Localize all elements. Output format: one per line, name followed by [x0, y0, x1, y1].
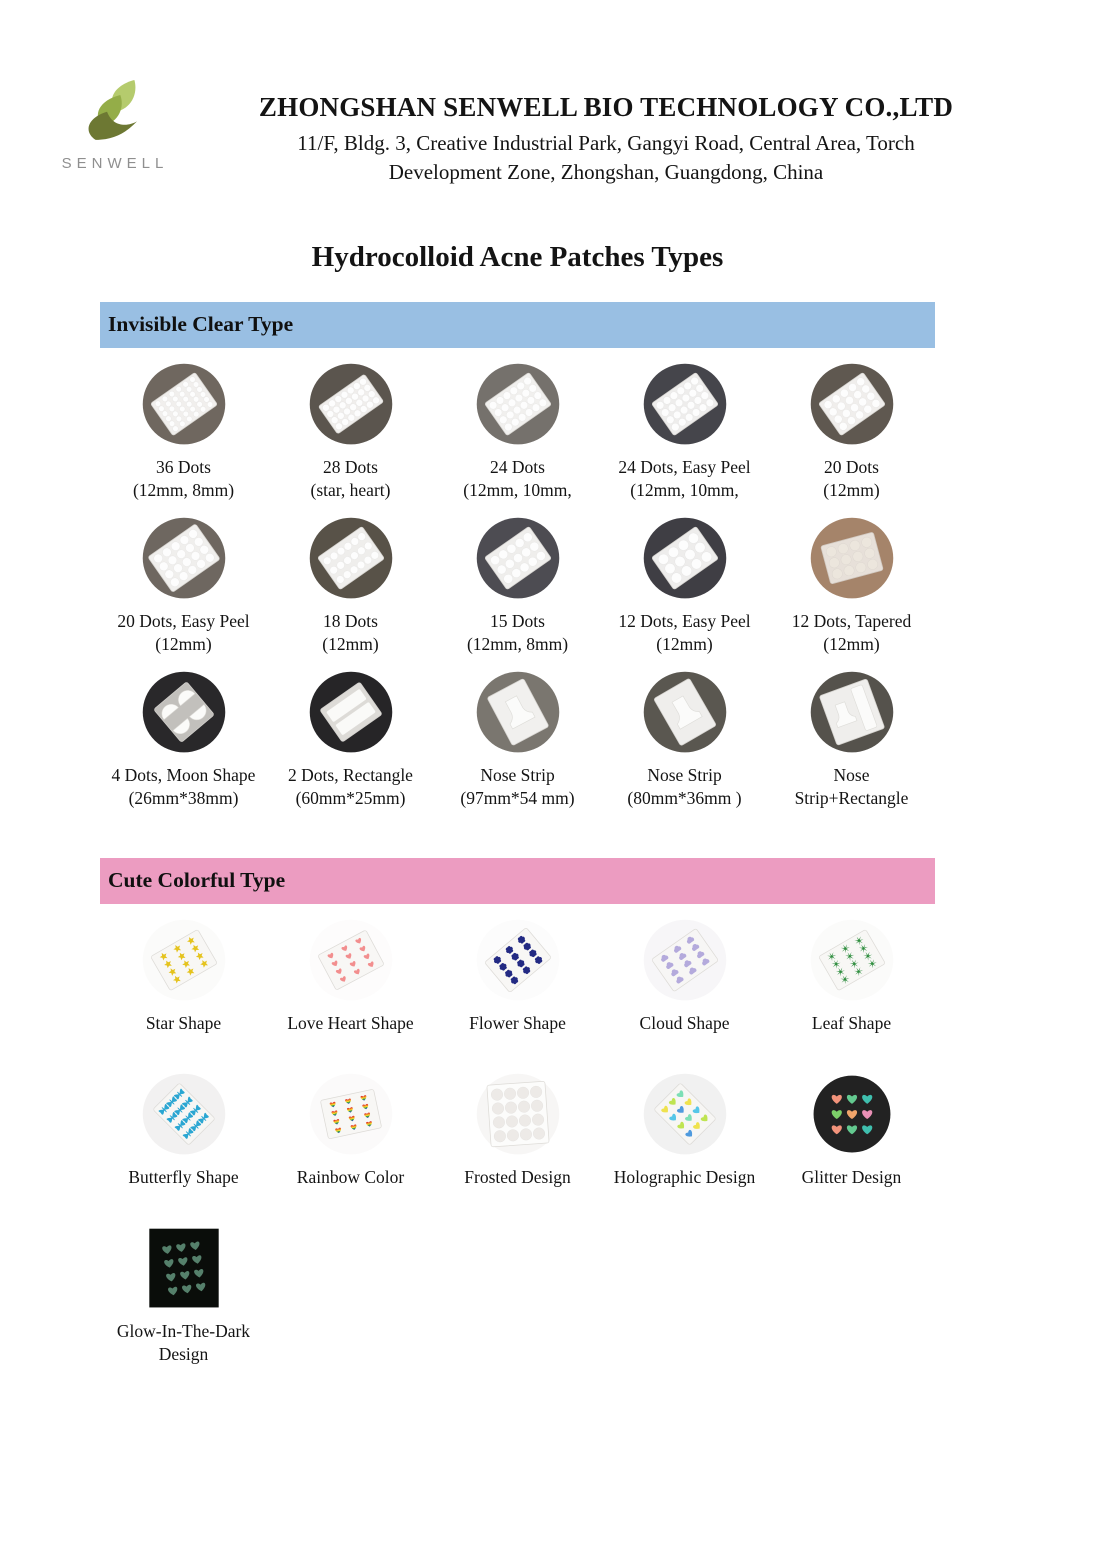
patch-label: Glitter Design	[801, 1166, 902, 1187]
patch-label: Flower Shape	[469, 1012, 566, 1033]
patch-thumbnail-image	[471, 916, 565, 1006]
company-name: ZHONGSHAN SENWELL BIO TECHNOLOGY CO.,LTD	[258, 92, 954, 122]
patch-thumbnail-image	[471, 668, 565, 758]
patch-label: 2 Dots, Rectangle	[288, 764, 413, 785]
patch-item	[100, 916, 267, 1062]
patch-item	[601, 1070, 768, 1216]
patch-thumbnail-image	[137, 916, 231, 1006]
patch-label: Star Shape	[145, 1012, 222, 1033]
patch-thumbnail-image	[805, 668, 899, 758]
section-header-bar	[100, 302, 935, 348]
patch-item	[434, 1070, 601, 1216]
patch-label: 36 Dots	[156, 456, 211, 477]
company-header	[0, 0, 1102, 187]
section-header-bar	[100, 858, 935, 904]
patch-sublabel: (12mm, 8mm)	[466, 634, 569, 655]
patch-label: 20 Dots, Easy Peel	[117, 610, 250, 631]
patch-thumbnail-image	[304, 360, 398, 450]
patch-label: Nose Strip	[647, 764, 722, 785]
patch-label: Nose Strip	[480, 764, 555, 785]
patch-thumbnail-image	[137, 514, 231, 604]
patch-thumbnail-image	[304, 514, 398, 604]
patch-label: Love Heart Shape	[287, 1012, 414, 1033]
patch-thumbnail-image	[805, 916, 899, 1006]
patch-label: Nose	[833, 764, 870, 785]
patch-item	[434, 360, 601, 506]
patch-sublabel: (star, heart)	[310, 480, 391, 501]
patch-sublabel: (12mm)	[155, 634, 212, 655]
patch-thumbnail-image	[137, 1224, 231, 1314]
patch-label: 24 Dots	[490, 456, 545, 477]
patch-item	[267, 360, 434, 506]
patch-item	[768, 668, 935, 814]
patch-item	[267, 1070, 434, 1216]
patch-thumbnail-image	[471, 1070, 565, 1160]
patch-thumbnail-image	[137, 668, 231, 758]
patch-thumbnail-image	[638, 360, 732, 450]
patch-item	[601, 360, 768, 506]
patch-item	[768, 514, 935, 660]
patch-item	[267, 514, 434, 660]
patch-thumbnail-image	[304, 668, 398, 758]
patch-thumbnail-image	[805, 1070, 899, 1160]
patch-sublabel: (60mm*25mm)	[295, 788, 406, 809]
patch-item	[100, 514, 267, 660]
patch-label: 12 Dots, Easy Peel	[618, 610, 751, 631]
patch-label: 15 Dots	[490, 610, 545, 631]
patch-item	[100, 360, 267, 506]
patch-thumbnail-image	[805, 514, 899, 604]
address-line-1: 11/F, Bldg. 3, Creative Industrial Park, Gangyi Road, Central Area, Torch	[297, 131, 915, 155]
patch-item	[601, 668, 768, 814]
patch-label: 20 Dots	[824, 456, 879, 477]
logo-wordmark: SENWELL	[61, 155, 169, 172]
patch-item	[100, 1070, 267, 1216]
patch-thumbnail-image	[805, 360, 899, 450]
patch-item	[601, 514, 768, 660]
patch-item	[768, 360, 935, 506]
patch-label: 4 Dots, Moon Shape	[111, 764, 256, 785]
section-cute-colorful	[100, 858, 935, 1370]
patch-label: 28 Dots	[323, 456, 378, 477]
patch-thumbnail-image	[471, 360, 565, 450]
section-invisible-clear	[100, 302, 935, 814]
patch-sublabel: (26mm*38mm)	[128, 788, 239, 809]
section-title: Invisible Clear Type	[108, 312, 294, 337]
patch-item	[768, 1070, 935, 1216]
patch-sublabel: (12mm)	[823, 480, 880, 501]
patch-item	[434, 916, 601, 1062]
patch-sublabel: (80mm*36mm )	[627, 788, 742, 809]
patch-sublabel: (12mm, 8mm)	[132, 480, 235, 501]
patch-sublabel: (12mm, 10mm,	[630, 480, 739, 501]
patch-label: Frosted Design	[464, 1166, 571, 1187]
catalog-content	[100, 302, 935, 1370]
section-grid	[100, 916, 935, 1370]
patch-thumbnail-image	[304, 1070, 398, 1160]
patch-sublabel: Design	[158, 1344, 209, 1365]
patch-sublabel: (12mm, 10mm,	[463, 480, 572, 501]
patch-item	[768, 916, 935, 1062]
section-title: Cute Colorful Type	[108, 868, 286, 893]
company-header-text	[174, 92, 1038, 187]
company-logo	[56, 80, 174, 172]
company-address	[174, 129, 1038, 187]
patch-thumbnail-image	[471, 514, 565, 604]
patch-label: 24 Dots, Easy Peel	[618, 456, 751, 477]
patch-label: 18 Dots	[323, 610, 378, 631]
patch-label: Leaf Shape	[811, 1012, 892, 1033]
patch-sublabel: Strip+Rectangle	[794, 788, 909, 809]
patch-thumbnail-image	[137, 1070, 231, 1160]
page-title: Hydrocolloid Acne Patches Types	[311, 240, 724, 273]
patch-item	[267, 916, 434, 1062]
patch-thumbnail-image	[638, 1070, 732, 1160]
patch-item	[601, 916, 768, 1062]
patch-thumbnail-image	[137, 360, 231, 450]
patch-label: Butterfly Shape	[128, 1166, 239, 1187]
patch-label: Cloud Shape	[639, 1012, 730, 1033]
patch-sublabel: (12mm)	[656, 634, 713, 655]
address-line-2: Development Zone, Zhongshan, Guangdong, China	[388, 159, 824, 184]
leaf-logo-icon	[77, 80, 153, 154]
patch-label: Rainbow Color	[296, 1166, 405, 1187]
patch-item	[434, 514, 601, 660]
patch-sublabel: (12mm)	[823, 634, 880, 655]
patch-item	[100, 1224, 267, 1370]
section-grid	[100, 360, 935, 814]
patch-item	[267, 668, 434, 814]
patch-thumbnail-image	[304, 916, 398, 1006]
patch-item	[434, 668, 601, 814]
patch-label: 12 Dots, Tapered	[791, 610, 912, 631]
patch-thumbnail-image	[638, 514, 732, 604]
patch-label: Holographic Design	[613, 1166, 756, 1187]
patch-thumbnail-image	[638, 916, 732, 1006]
patch-thumbnail-image	[638, 668, 732, 758]
patch-sublabel: (97mm*54 mm)	[460, 788, 575, 809]
patch-item	[100, 668, 267, 814]
patch-sublabel: (12mm)	[322, 634, 379, 655]
patch-label: Glow-In-The-Dark	[116, 1320, 251, 1341]
